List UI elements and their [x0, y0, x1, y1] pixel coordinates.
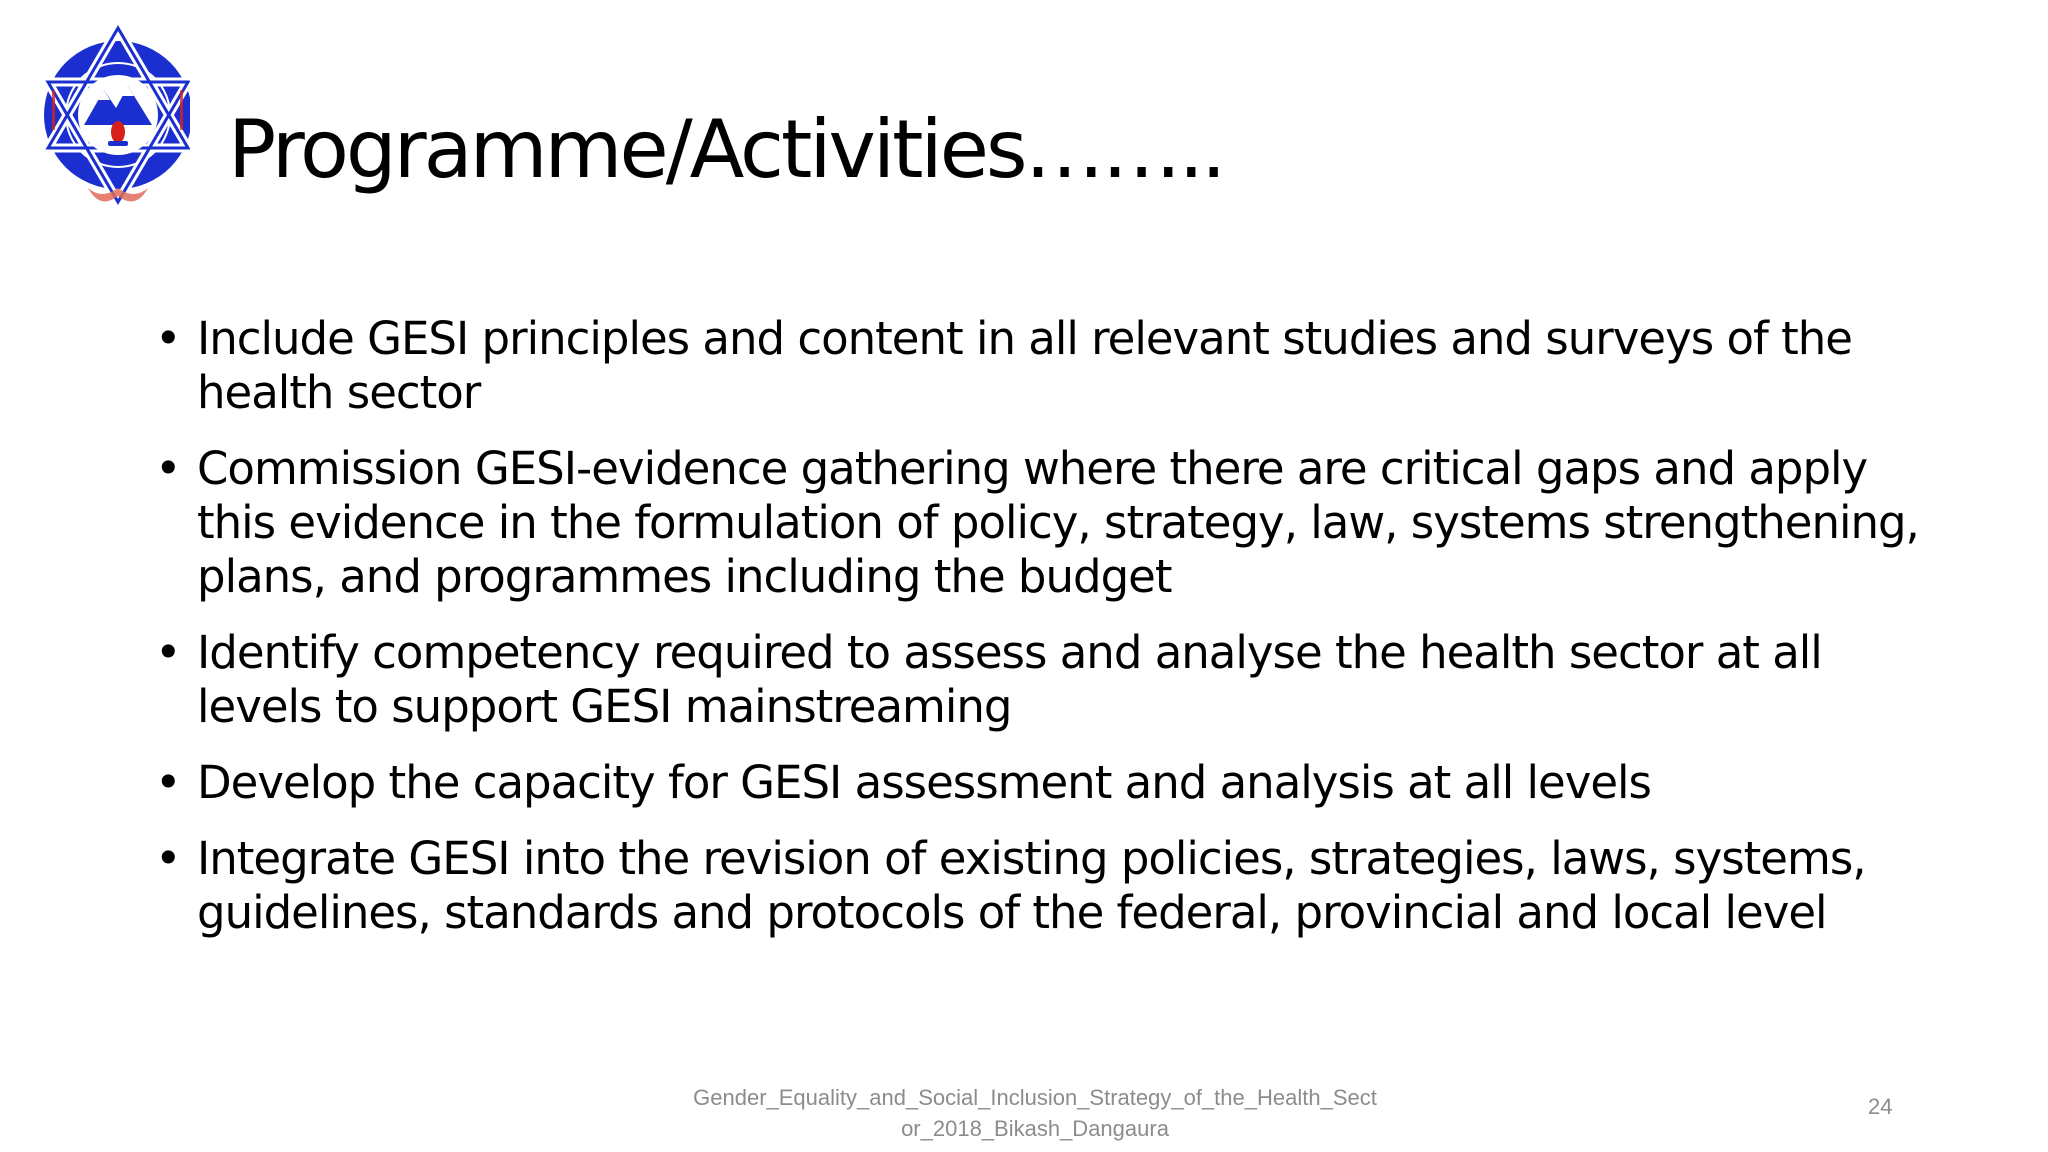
- slide-footer: Gender_Equality_and_Social_Inclusion_Strategy_of_the_Health_Sector_2018_Bikash_Dangaura: [693, 1085, 1377, 1141]
- page-number: 24: [1868, 1094, 1893, 1119]
- bullet-icon: •: [155, 756, 181, 809]
- university-seal-icon: [30, 20, 190, 220]
- bullet-text: Include GESI principles and content in all relevant studies and surveys of the health sector: [197, 312, 1852, 419]
- bullet-item: [155, 832, 1925, 940]
- bullet-text: Identify competency required to assess and analyse the health sector at all levels to support GESI mainstreaming: [197, 626, 1822, 733]
- bullet-item: [155, 756, 1925, 810]
- bullet-text: Develop the capacity for GESI assessment and analysis at all levels: [197, 756, 1651, 809]
- bullet-icon: •: [155, 832, 181, 885]
- bullet-text: Commission GESI-evidence gathering where there are critical gaps and apply this evidence in the formulation of policy, strategy, law, systems strengthening, plans, and programmes including the budget: [197, 442, 1919, 603]
- bullet-icon: •: [155, 626, 181, 679]
- slide-title: Programme/Activities……..: [228, 103, 1224, 196]
- bullet-item: [155, 626, 1925, 734]
- bullet-text: Integrate GESI into the revision of existing policies, strategies, laws, systems, guidelines, standards and protocols of the federal, provincial and local level: [197, 832, 1866, 939]
- bullet-list: [155, 312, 1925, 962]
- bullet-item: [155, 312, 1925, 420]
- bullet-icon: •: [155, 312, 181, 365]
- bullet-item: [155, 442, 1925, 604]
- bullet-icon: •: [155, 442, 181, 495]
